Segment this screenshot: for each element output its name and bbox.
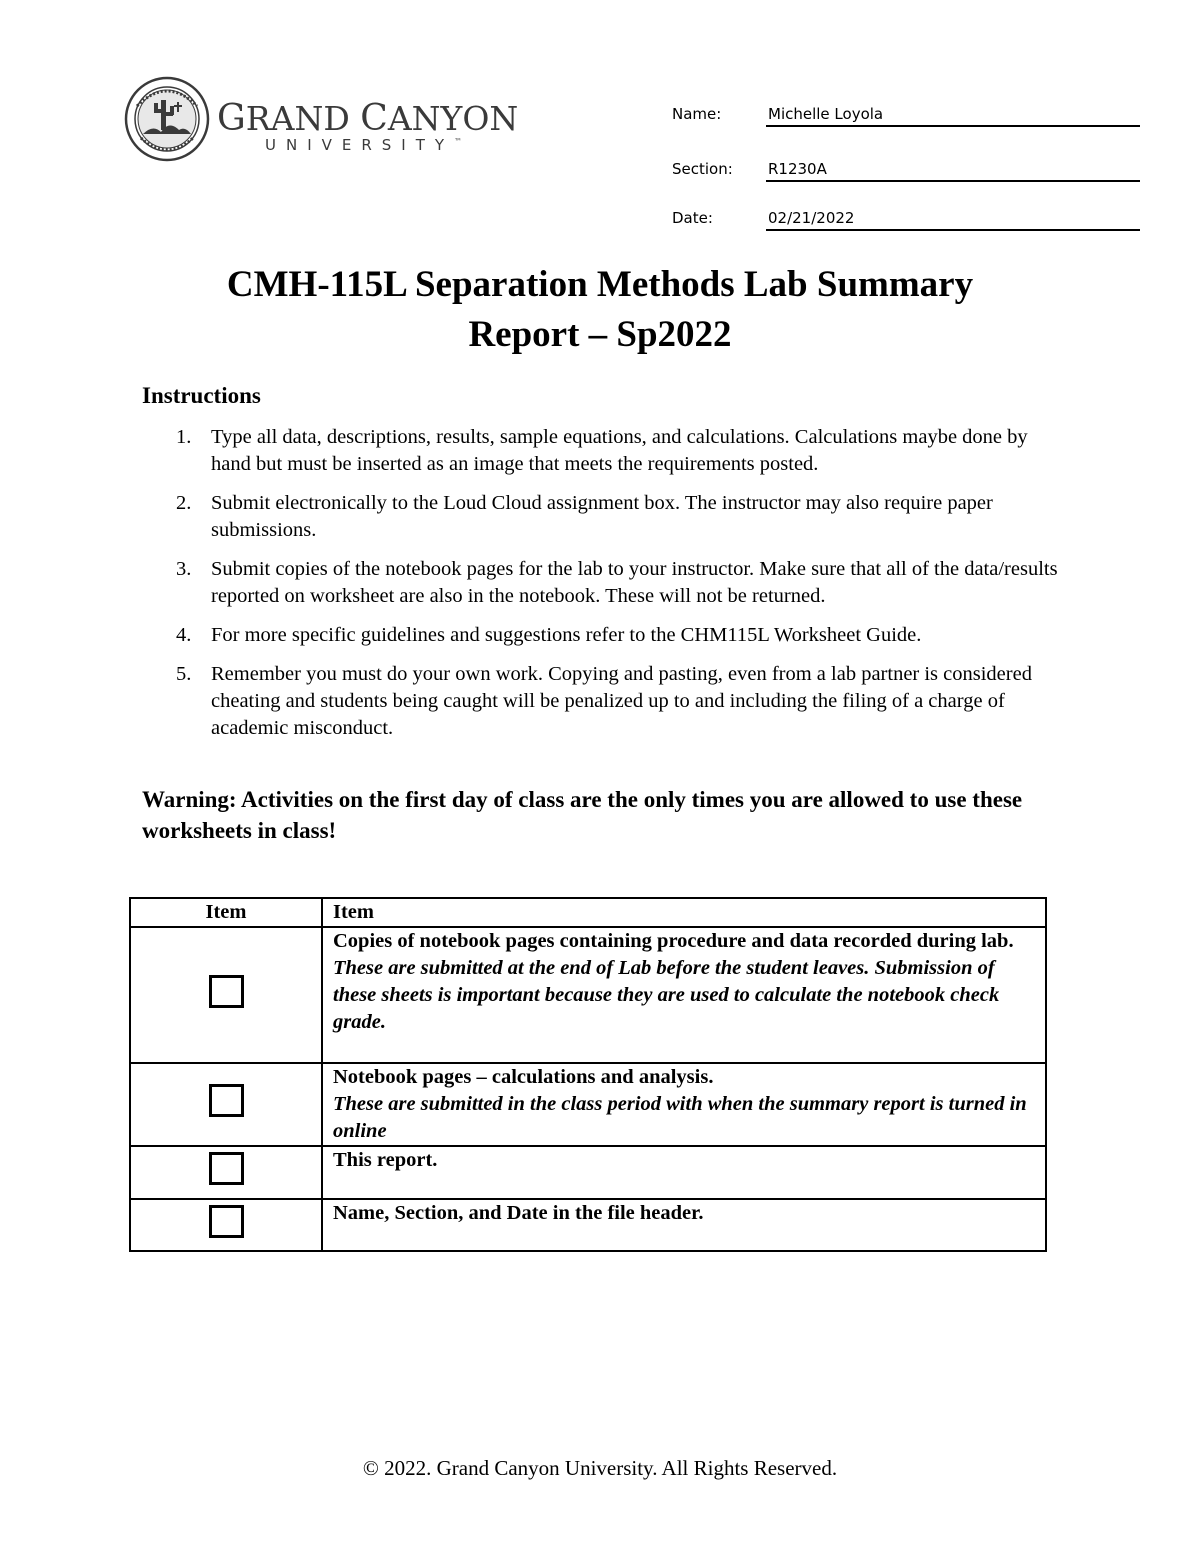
table-row [130,1146,1046,1199]
name-field [672,101,1140,127]
table-header-row [130,898,1046,927]
copyright-footer: © 2022. Grand Canyon University. All Rights Reserved. [362,1456,838,1480]
instruction-item: 1. Type all data, descriptions, results, sample equations, and calculations. Calculations maybe done by hand but must be inserted as an image that meets the requirements posted. [176,426,1028,475]
item-note: These are submitted at the end of Lab before the student leaves. Submission of these sheets is important because they are used to calculate the notebook check grade. [333,957,1000,1033]
page-title [0,260,1200,360]
column-header-item: Item [130,898,322,927]
checkbox[interactable] [209,975,244,1008]
instruction-item: 4. For more specific guidelines and suggestions refer to the CHM115L Worksheet Guide. [176,624,922,646]
name-label: Name: [672,105,722,123]
instruction-item: 5. Remember you must do your own work. Copying and pasting, even from a lab partner is considered cheating and students being caught will be penalized up to and including the filing of a charge of academic misconduct. [176,663,1032,739]
item-text: Copies of notebook pages containing procedure and data recorded during lab. [333,930,1014,952]
checkbox[interactable] [209,1152,244,1185]
section-value[interactable]: R1230A [766,160,1140,182]
date-value[interactable]: 02/21/2022 [766,209,1140,231]
item-text: Notebook pages – calculations and analysis. [333,1066,714,1088]
table-row [130,1199,1046,1251]
instructions-heading: Instructions [142,383,261,408]
university-logo [123,76,523,166]
item-text: This report. [333,1149,438,1171]
date-field [672,205,1140,231]
item-text: Name, Section, and Date in the file header. [333,1202,704,1224]
instruction-item: 2. Submit electronically to the Loud Cloud assignment box. The instructor may also require paper submissions. [176,492,993,541]
checklist-table [129,897,1047,1252]
section-label: Section: [672,160,733,178]
title-line-1: CMH-115L Separation Methods Lab Summary [226,264,974,305]
logo-subtitle: UNIVERSITY™ [265,136,463,154]
section-field [672,156,1140,182]
instructions-list [142,424,1072,754]
logo-wordmark: GRAND CANYON [217,98,519,139]
gcu-seal-icon [123,76,211,162]
title-line-2: Report – Sp2022 [468,314,732,355]
instruction-item: 3. Submit copies of the notebook pages for the lab to your instructor. Make sure that all of the data/results reported on worksheet are also in the notebook. These will not be returned. [176,558,1058,607]
name-value[interactable]: Michelle Loyola [766,105,1140,127]
warning-text: Warning: Activities on the first day of class are the only times you are allowed to use these worksheets in class! [142,787,1023,843]
item-note: These are submitted in the class period with when the summary report is turned in online [333,1093,1027,1142]
table-row [130,927,1046,1063]
date-label: Date: [672,209,713,227]
column-header-item-desc: Item [322,898,1046,927]
table-row [130,1063,1046,1146]
checkbox[interactable] [209,1205,244,1238]
checkbox[interactable] [209,1084,244,1117]
